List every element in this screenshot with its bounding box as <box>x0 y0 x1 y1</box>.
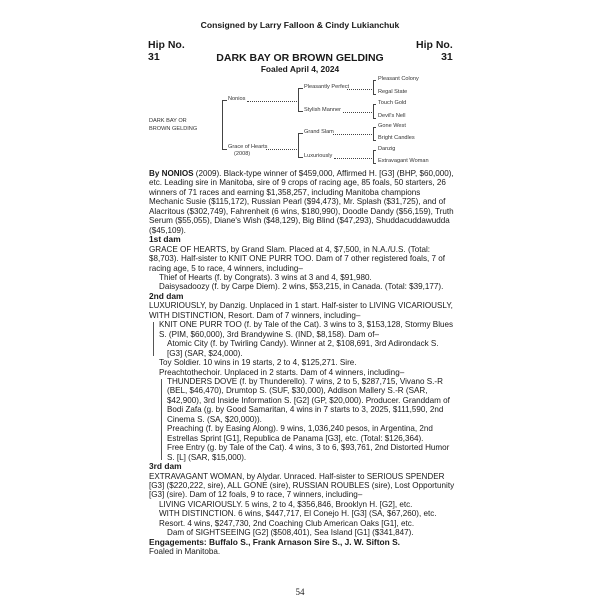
pedigree-gg: Pleasant Colony <box>378 76 419 82</box>
pedigree-gg: Extravagant Woman <box>378 158 429 164</box>
pedigree-gg: Gone West <box>378 123 406 129</box>
pedigree-gg: Danzig <box>378 146 396 152</box>
second-dam-produce: Toy Soldier. 10 wins in 19 starts, 2 to 4, $125,271. Sire. <box>159 358 357 368</box>
hip-label: Hip No. <box>416 39 453 51</box>
pedigree-granddam: Luxuriously <box>304 153 333 159</box>
third-dam-heading: 3rd dam <box>149 461 182 472</box>
pedigree-line <box>373 104 376 105</box>
pedigree-subject-line2: BROWN GELDING <box>149 126 198 132</box>
sire-paragraph <box>149 169 455 235</box>
catalog-body <box>149 169 455 557</box>
second-dam-produce: Preachtothechoir. Unplaced in 2 starts. Dam of 4 winners, including– <box>159 367 405 377</box>
pedigree-dots <box>333 134 372 135</box>
second-dam-grandproduce: Preaching (f. by Easing Along). 9 wins, 1,036,240 pesos, in Argentina, 2nd Estrellas Sprint [G1], Republica de Panama [G3], etc. (Total: $126,364). <box>167 424 433 443</box>
second-dam-heading: 2nd dam <box>149 290 184 301</box>
pedigree-line <box>373 118 376 119</box>
sire-lead: By NONIOS <box>149 169 194 178</box>
pedigree-sire: Nonios <box>228 96 246 102</box>
pedigree-line <box>298 133 303 134</box>
pedigree-line <box>373 150 376 151</box>
pedigree-gg: Regal State <box>378 89 408 95</box>
pedigree-line <box>222 149 227 150</box>
engagements-line: Engagements: Buffalo S., Frank Arnason Sire S., J. W. Sifton S. <box>149 536 400 547</box>
pedigree-subject-line1: DARK BAY OR <box>149 118 187 124</box>
pedigree-line <box>298 111 303 112</box>
pedigree-line <box>373 127 374 141</box>
second-dam-produce: KNIT ONE PURR TOO (f. by Tale of the Cat). 3 wins to 3, $153,128, Stormy Blues S. (PIM, $60,000), 3rd Brandywine S. (IND, $8,158). Dam of– <box>159 320 454 339</box>
pedigree-line <box>222 100 227 101</box>
pedigree-line <box>373 104 374 119</box>
pedigree-line <box>373 127 376 128</box>
hip-number: 31 <box>148 50 160 63</box>
pedigree-line <box>373 80 376 81</box>
second-dam-entry: LUXURIOUSLY, by Danzig. Unplaced in 1 start. Half-sister to LIVING VICARIOUSLY, WITH DISTINCTION, Resort. Dam of 7 winners, including– <box>149 301 453 320</box>
pedigree-dam-year: (2008) <box>234 151 251 157</box>
consignor-line: Consigned by Larry Falloon & Cindy Lukianchuk <box>200 20 400 30</box>
sire-text: (2009). Black-type winner of $459,000, Affirmed H. [G3] (BHP, $60,000), etc. Leading sire in Manitoba, sire of 9 crops of racing age, 85 foals, 50 starters, 26 winners of 71 races and earning $1,358,257, including Manitoba champions Mechanic Susie ($115,172), Russian Pearl ($94,473), Mr. Splash ($31,725), and of Alacritous ($302,749), Fahrenheit (6 wins, $180,990), Doodle Dandy ($56,159), Truth Serum ($55,055), Diane's Wish ($48,129), Big Blind ($47,293), Shuddacuddawudda ($45,109). <box>149 169 454 235</box>
pedigree-dots <box>334 158 372 159</box>
second-dam-grandproduce-block <box>149 377 455 462</box>
page-number: 54 <box>295 587 305 597</box>
second-dam-grandproduce: Atomic City (f. by Twirling Candy). Winner at 2, $108,691, 3rd Adirondack S. [G3] (SAR, $24,000). <box>167 339 439 358</box>
pedigree-line <box>373 80 374 95</box>
pedigree-line <box>298 133 299 157</box>
pedigree-line <box>298 157 303 158</box>
third-dam-entry: EXTRAVAGANT WOMAN, by Alydar. Unraced. Half-sister to SERIOUS SPENDER [G3] ($220,222, sire), ALL GONE (sire), RUSSIAN ROUBLES (sire), Lost Opportunity [G3] (sire). Dam of 12 foals, 9 to race, 7 winners, including– <box>149 471 455 500</box>
pedigree-gg: Bright Candles <box>378 135 415 141</box>
first-dam-produce: Thief of Hearts (f. by Congrats). 3 wins at 3 and 4, $91,980. <box>159 272 372 282</box>
pedigree-gg: Touch Gold <box>378 100 407 106</box>
first-dam-entry: GRACE OF HEARTS, by Grand Slam. Placed at 4, $7,500, in N.A./U.S. (Total: $8,703). Half-sister to KNIT ONE PURR TOO. Dam of 7 other registered foals, 7 of racing age, 5 to race, 4 winners, including– <box>149 244 445 273</box>
pedigree-grandsire: Pleasantly Perfect <box>304 84 350 90</box>
hip-number: 31 <box>441 50 453 63</box>
pedigree-granddam: Stylish Manner <box>304 107 341 113</box>
pedigree-line <box>373 150 374 164</box>
third-dam-produce: Resort. 4 wins, $247,730, 2nd Coaching Club American Oaks [G1], etc. <box>159 518 415 528</box>
pedigree-line <box>373 163 376 164</box>
second-dam-produce-block <box>149 320 455 358</box>
third-dam-grandproduce: Dam of SIGHTSEEING [G2] ($508,401), Sea Island [G1] ($341,847). <box>167 528 414 538</box>
pedigree-line <box>373 140 376 141</box>
pedigree-dots <box>247 101 297 102</box>
pedigree-dam: Grace of Hearts <box>228 144 268 150</box>
third-dam-produce: LIVING VICARIOUSLY. 5 wins, 2 to 4, $356,846, Brooklyn H. [G2], etc. <box>159 499 413 509</box>
foaled-date: Foaled April 4, 2024 <box>260 64 340 74</box>
pedigree-line <box>222 100 223 150</box>
first-dam-produce: Daisysadoozy (f. by Carpe Diem). 2 wins, $53,215, in Canada. (Total: $39,177). <box>159 282 444 292</box>
pedigree-dots <box>347 89 372 90</box>
pedigree-chart <box>0 0 600 170</box>
pedigree-line <box>298 88 299 111</box>
horse-title: DARK BAY OR BROWN GELDING <box>216 52 384 64</box>
first-dam-heading: 1st dam <box>149 234 181 245</box>
pedigree-gg: Devil's Nell <box>378 113 406 119</box>
pedigree-grandsire: Grand Slam <box>304 129 334 135</box>
second-dam-grandproduce: Free Entry (g. by Tale of the Cat). 4 wins, 3 to 6, $93,761, 2nd Distorted Humor S. [L] (SAR, $15,000). <box>167 443 450 462</box>
pedigree-dots <box>343 112 372 113</box>
pedigree-line <box>373 94 376 95</box>
third-dam-produce: WITH DISTINCTION. 6 wins, $447,717, El Conejo H. [G3] (SA, $67,260), etc. <box>159 509 437 519</box>
foaled-in-line: Foaled in Manitoba. <box>149 547 221 557</box>
hip-label: Hip No. <box>148 39 185 51</box>
pedigree-line <box>298 88 303 89</box>
pedigree-dots <box>266 149 297 150</box>
second-dam-grandproduce: THUNDERS DOVE (f. by Thunderello). 7 wins, 2 to 5, $287,715, Vivano S.-R (BEL, $46,470), Drumtop S. (SUF, $30,000), Addison Mallery S.-R (SAR, $42,900), 3rd Inside Information S. [G2] (GP, $20,000). Producer. Granddam of Bodi Zafa (g. by Good Samaritan, 4 wins in 7 starts to 3, 2025, $111,590, 2nd Cinema S. (SA, $20,000)). <box>167 376 450 424</box>
